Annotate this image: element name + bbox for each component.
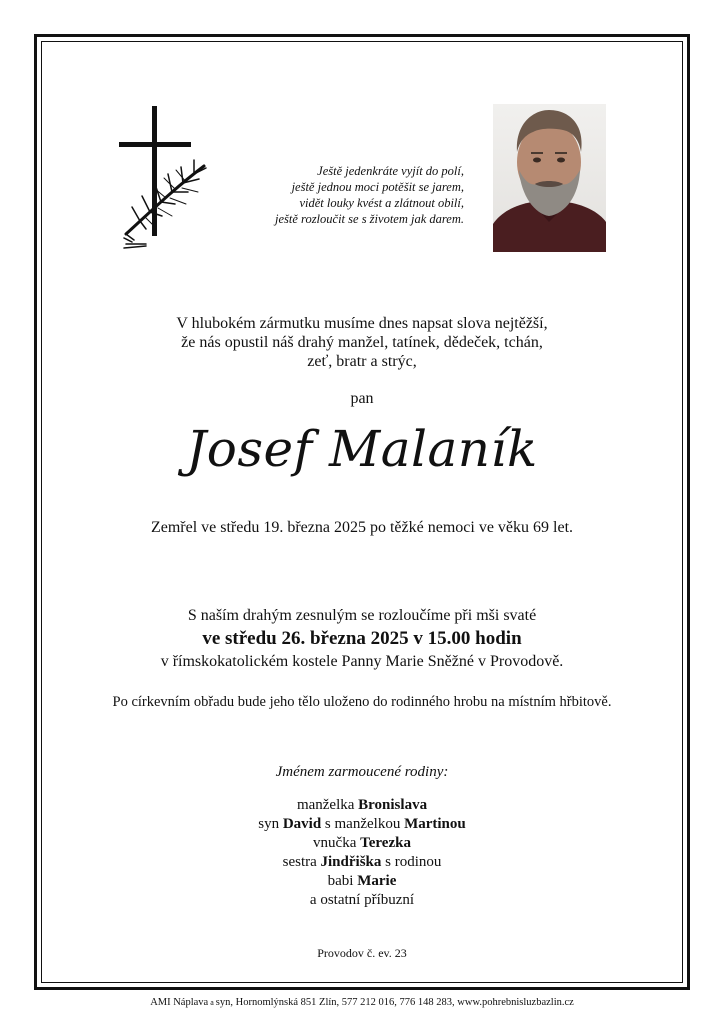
relation-label: syn bbox=[258, 816, 283, 832]
footer-contact: syn, Hornomlýnská 851 Zlín, 577 212 016, 776 148 283, www.pohrebnisluzbazlin.cz bbox=[215, 997, 574, 1008]
family-member bbox=[0, 872, 724, 891]
family-member bbox=[0, 815, 724, 834]
relation-label: babi bbox=[327, 873, 358, 889]
poem-line: Ještě jedenkráte vyjít do polí, bbox=[317, 164, 464, 178]
poem-line: ještě jednou moci potěšit se jarem, bbox=[291, 180, 464, 194]
footer-company: AMI Náplava bbox=[150, 997, 209, 1008]
family-heading: Jménem zarmoucené rodiny: bbox=[275, 764, 449, 780]
family-member bbox=[0, 796, 724, 815]
family-member: a ostatní příbuzní bbox=[309, 892, 415, 908]
death-notice: Zemřel ve středu 19. března 2025 po těžké nemoci ve věku 69 let. bbox=[150, 519, 574, 536]
relation-label: s rodinou bbox=[381, 854, 442, 870]
poem-line: vidět louky kvést a zlátnout obilí, bbox=[299, 196, 464, 210]
member-name: Terezka bbox=[360, 835, 411, 851]
relation-label: sestra bbox=[282, 854, 321, 870]
poem bbox=[212, 163, 464, 227]
family-list bbox=[0, 796, 724, 910]
member-name: Bronislava bbox=[358, 797, 428, 813]
member-name: David bbox=[282, 816, 322, 832]
poem-line: ještě rozloučit se s životem jak darem. bbox=[275, 212, 464, 226]
relation-label: manželka bbox=[296, 797, 359, 813]
family-member bbox=[0, 834, 724, 853]
intro-text bbox=[0, 314, 724, 371]
funeral-service-footer bbox=[0, 997, 724, 1008]
family-member bbox=[0, 853, 724, 872]
intro-line: zeť, bratr a strýc, bbox=[307, 353, 417, 370]
member-name: Marie bbox=[357, 873, 397, 889]
farewell-block bbox=[0, 605, 724, 672]
intro-line: V hlubokém zármutku musíme dnes napsat slova nejtěžší, bbox=[176, 315, 548, 332]
cross-with-branch-icon bbox=[116, 106, 212, 252]
member-name: Jindřiška bbox=[320, 854, 382, 870]
farewell-datetime: ve středu 26. března 2025 v 15.00 hodin bbox=[202, 628, 522, 649]
portrait-photo bbox=[493, 104, 606, 252]
deceased-name: Josef Malaník bbox=[186, 420, 538, 478]
farewell-line: S naším drahým zesnulým se rozloučíme při mši svaté bbox=[187, 607, 537, 624]
relation-label: vnučka bbox=[313, 835, 361, 851]
burial-note: Po církevním obřadu bude jeho tělo uloženo do rodinného hrobu na místním hřbitově. bbox=[112, 694, 612, 710]
footer-and: a bbox=[208, 998, 216, 1007]
farewell-place: v římskokatolickém kostele Panny Marie Sněžné v Provodově. bbox=[160, 653, 564, 670]
address: Provodov č. ev. 23 bbox=[317, 946, 407, 960]
honorific: pan bbox=[350, 390, 374, 407]
relation-label: s manželkou bbox=[321, 816, 405, 832]
intro-line: že nás opustil náš drahý manžel, tatínek, dědeček, tchán, bbox=[181, 334, 543, 351]
member-name: Martinou bbox=[404, 816, 466, 832]
